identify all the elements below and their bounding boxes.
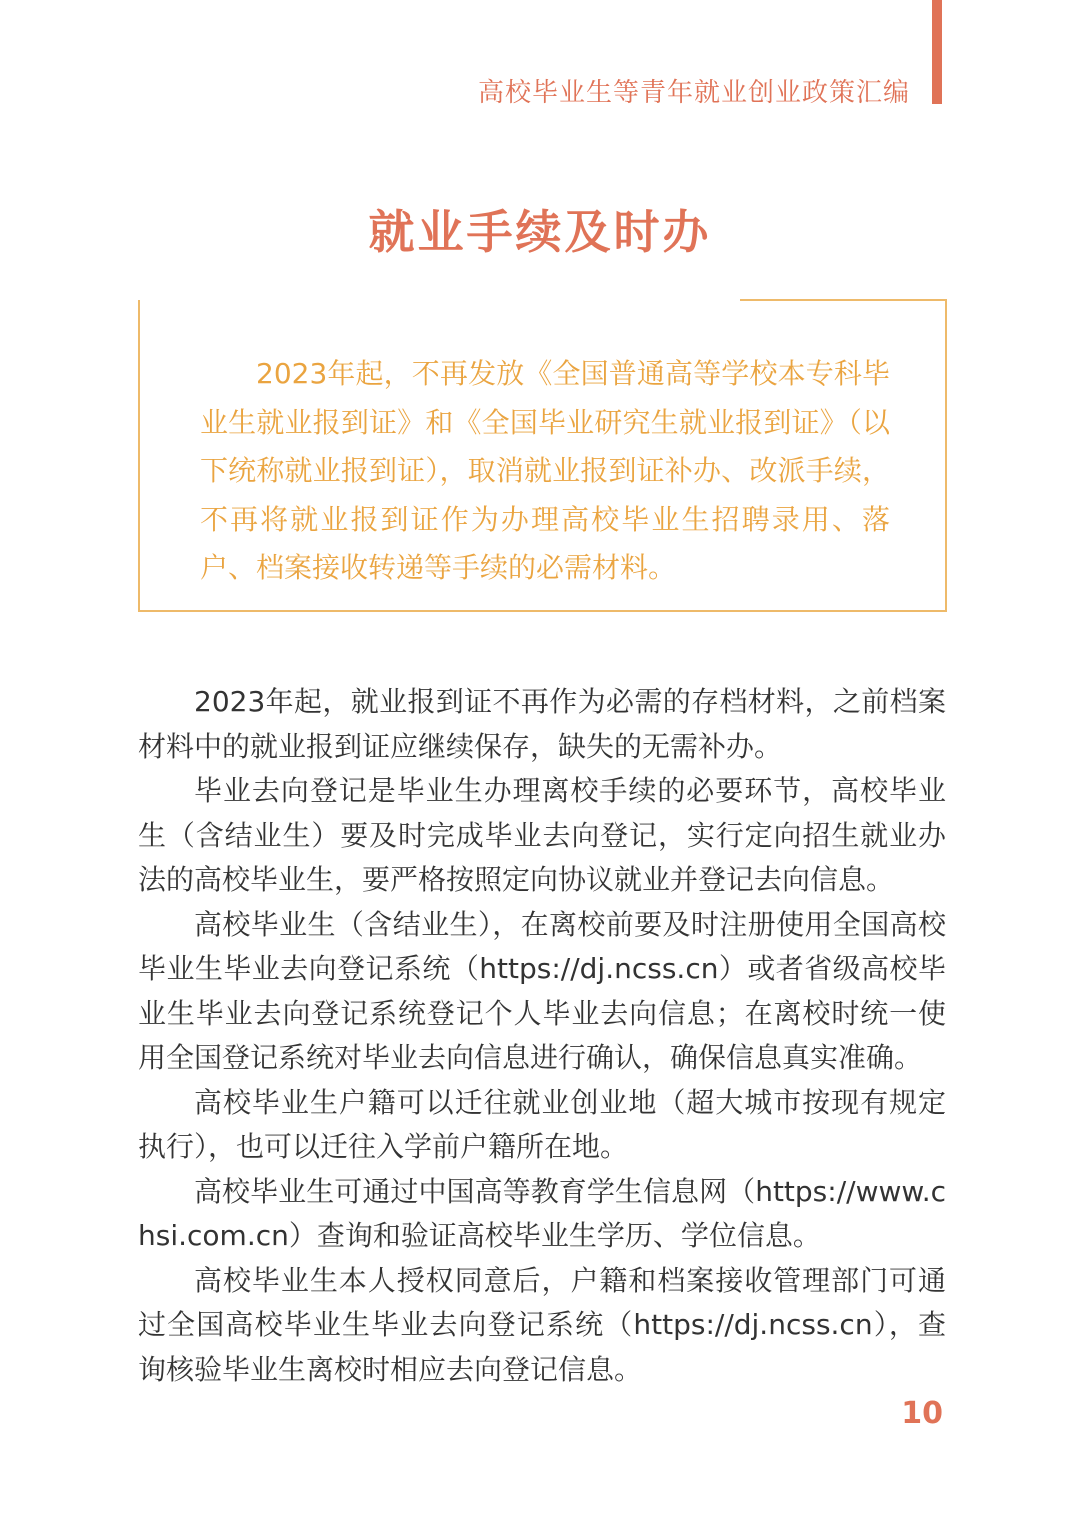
paragraph-6: 高校毕业生本人授权同意后，户籍和档案接收管理部门可通过全国高校毕业生毕业去向登记系统（https://dj.ncss.cn），查询核验毕业生离校时相应去向登记信息。 — [138, 1263, 946, 1386]
box-border-bottom — [138, 610, 947, 612]
highlight-paragraph: 2023年起，不再发放《全国普通高等学校本专科毕业生就业报到证》和《全国毕业研究生就业报到证》（以下统称就业报到证），取消就业报到证补办、改派手续，不再将就业报到证作为办理高校毕业生招聘录用、落户、档案接收转递等手续的必需材料。 — [200, 357, 890, 584]
box-border-top — [740, 299, 947, 301]
paragraph-4: 高校毕业生户籍可以迁往就业创业地（超大城市按现有规定执行），也可以迁往入学前户籍所在地。 — [138, 1085, 946, 1163]
box-border-left — [138, 300, 140, 612]
page-number: 10 — [901, 1396, 943, 1431]
paragraph-1: 2023年起，就业报到证不再作为必需的存档材料，之前档案材料中的就业报到证应继续保存，缺失的无需补办。 — [138, 685, 946, 763]
paragraph-3: 高校毕业生（含结业生），在离校前要及时注册使用全国高校毕业生毕业去向登记系统（https://dj.ncss.cn）或者省级高校毕业生毕业去向登记系统登记个人毕业去向信息；在离校时统一使用全国登记系统对毕业去向信息进行确认，确保信息真实准确。 — [138, 907, 946, 1074]
paragraph-5: 高校毕业生可通过中国高等教育学生信息网（https://www.chsi.com.cn）查询和验证高校毕业生学历、学位信息。 — [138, 1174, 946, 1252]
paragraph-2: 毕业去向登记是毕业生办理离校手续的必要环节，高校毕业生（含结业生）要及时完成毕业去向登记，实行定向招生就业办法的高校毕业生，要严格按照定向协议就业并登记去向信息。 — [138, 774, 946, 896]
page-title: 就业手续及时办 — [368, 205, 712, 259]
body-text — [138, 680, 946, 1392]
header-accent-bar — [932, 0, 942, 104]
highlight-box-text — [200, 350, 890, 593]
header-title: 高校毕业生等青年就业创业政策汇编 — [477, 78, 910, 108]
box-border-right — [945, 299, 947, 612]
